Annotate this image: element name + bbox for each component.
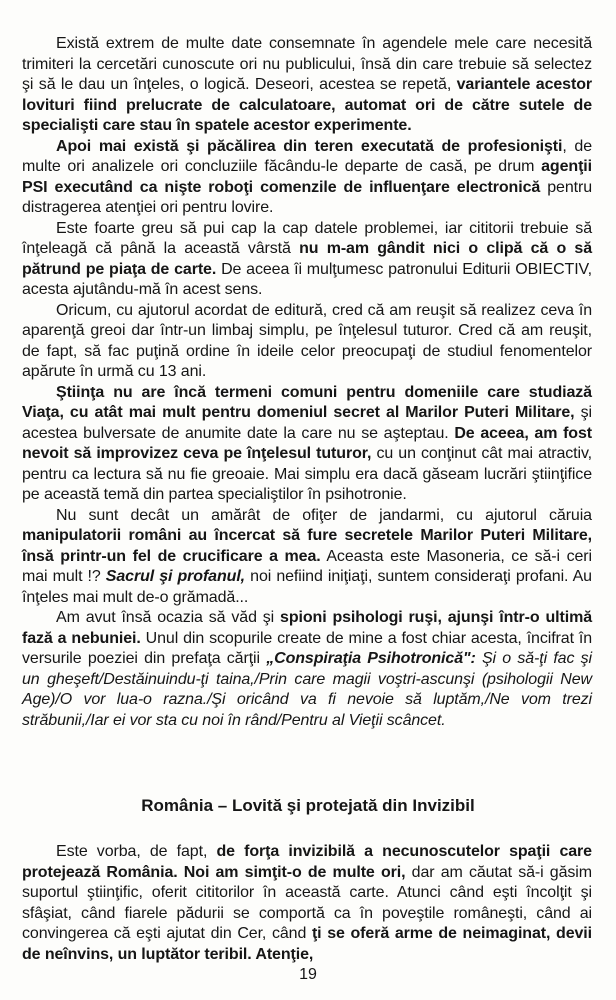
bold-text-run: Ştiinţa nu are încă termeni comuni pentru domeniile care studiază Viaţa, cu atât mai mult pentru domeniul secret al Marilor Puteri Militare, [22,383,592,421]
bold-text-run: Apoi mai există şi păcălirea din teren executată de profesionişti [56,137,563,155]
text-run: , de multe ori analizele ori concluziile făcându-le departe de casă, pe drum [22,137,592,175]
bold-text-run: ţi se oferă arme de neimaginat, devii de neînvins, un luptător teribil. Atenţie, [22,925,592,963]
text-run: Am avut însă ocazia să văd şi [56,609,281,626]
bold-text-run: agenţii PSI executând ca nişte roboţi comenzile de influenţare electronică [22,158,592,196]
body-text [22,34,592,731]
bold-text-run: spioni psihologi ruşi, ajunşi într-o ultimă fază a nebuniei. [22,609,592,647]
paragraph [22,34,592,137]
italic-text-run: Şi o să-ţi fac şi un gheşeft/Destăinuindu-ţi taina,/Prin care magii voştri-ascunşi (psihologii New Age)/O vor lua-o razna./Şi oricând va fi nevoie să luptăm,/Ne vom trezi străbunii,/Iar ei vor sta cu noi în rând/Pentru al Vieţii scâncet. [22,650,592,729]
paragraph [22,842,592,965]
section-text [22,842,592,965]
text-run: Unul din scopurile create de mine a fost chiar acesta, încifrat în versurile poeziei din prefaţa cărţii [22,629,592,667]
bold-text-run: De aceea, am fost nevoit să improvizez ceva pe înţelesul tuturor, [22,424,593,462]
text-run: pentru distragerea atenţiei ori pentru lovire. [22,178,592,216]
bold-text-run: Sacrul şi profanul, [105,568,246,585]
bold-text-run: variantele acestor lovituri fiind prelucrate de calculatoare, automat ori de către sutele de specialişti care stau în spatele acestor experimente. [22,76,592,134]
paragraph [22,506,592,609]
paragraph [22,301,592,383]
text-run: cu un conţinut cât mai atractiv, pentru ca lectura să nu fie greoaie. Mai simplu era dacă găseam lucrări ştiinţifice pe această temă din partea specialiştilor în psihotronie. [22,445,592,503]
bold-text-run: nu m-am gândit nici o clipă că o să pătrund pe piaţa de carte. [22,240,592,278]
text-run: noi nefiind iniţiaţi, suntem consideraţi profani. Au înţeles mai mult de-o grămadă... [22,568,592,606]
text-run: Nu sunt decât un amărât de ofiţer de jandarmi, cu ajutorul căruia [56,506,592,524]
text-run: Este vorba, de fapt, [56,843,217,860]
paragraph [22,219,592,301]
text-run: Oricum, cu ajutorul acordat de editură, cred că am reuşit să realizez ceva în aparenţă greoi dar într-un limbaj simplu, pe înţelesul tuturor. Cred că am reuşit, de fapt, să fac puţină ordine în ideile celor preocupaţi de studiul fenomentelor apărute în urmă cu 13 ani. [22,301,592,380]
text-run: Există extrem de multe date consemnate în agendele mele care necesită trimiteri la cercetări cunoscute ori nu publicului, însă din care trebuie să selectez şi să le dau un înţeles, o logică. Deseori, acestea se repetă, [22,35,592,93]
text-run: dar am căutat să-i găsim suportul ştiinţific, oferit cititorilor în această carte. Atunci când eşti încolţit şi sfâşiat, când fiarele pădurii se comportă ca în poveştile româneşti, când ai convingerea că eşti ajutat din Cer, când [22,863,592,942]
text-run: şi acestea bulversate de anumite date la care nu se aşteptau. [22,404,592,442]
bold-text-run: „Conspiraţia Psihotronică": [266,650,476,667]
paragraph [22,383,592,506]
text-run: Este foarte greu să pui cap la cap datele problemei, iar cititorii trebuie să înţeleagă că până la această vârstă [22,219,592,257]
paragraph [22,608,592,731]
text-run: Aceasta este Masoneria, ce să-i ceri mai mult !? [22,547,592,585]
paragraph [22,137,592,219]
text-run: De aceea îi mulţumesc patronului Editurii OBIECTIV, acesta ajutându-mă în acest sens. [22,260,592,298]
bold-text-run: de forţa invizibilă a necunoscutelor spaţii care protejează România. Noi am simţit-o de multe ori, [22,843,592,881]
section-heading: România – Lovită şi protejată din Invizibil [141,796,475,815]
bold-text-run: manipulatorii români au încercat să fure secretele Marilor Puteri Militare, însă printr-un fel de crucificare a mea. [22,527,592,565]
page-number: 19 [299,966,317,983]
